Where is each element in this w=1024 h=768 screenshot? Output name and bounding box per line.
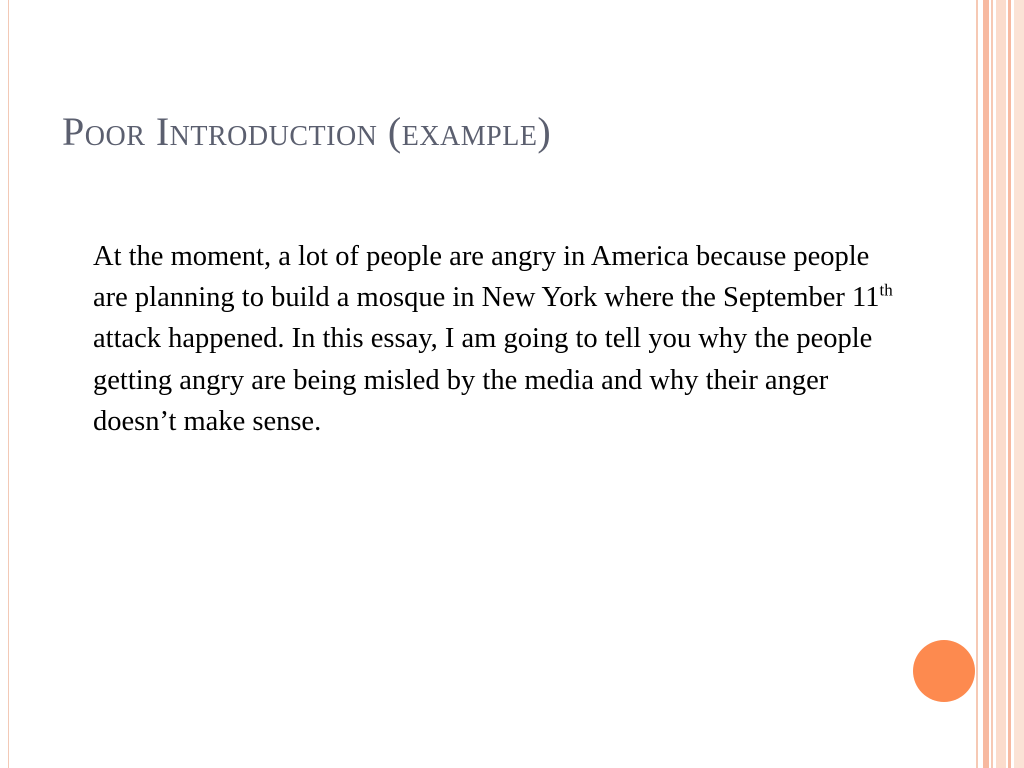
body-text-part-2: attack happened. In this essay, I am going to tell you why the people getting angry are being misled by the media and why their anger doesn’t make sense. bbox=[93, 323, 873, 437]
body-text-part-1: At the moment, a lot of people are angry in America because people are planning to build a mosque in New York where the September 11 bbox=[93, 241, 880, 314]
right-decorative-stripe bbox=[1008, 0, 1011, 768]
left-border-line bbox=[8, 0, 9, 768]
right-decorative-stripe bbox=[996, 0, 1006, 768]
slide-body-text bbox=[93, 236, 893, 442]
right-decorative-stripe bbox=[1014, 0, 1024, 768]
right-decorative-stripe bbox=[991, 0, 993, 768]
ordinal-superscript: th bbox=[879, 280, 893, 300]
decorative-orange-circle bbox=[913, 640, 975, 702]
slide-title: Poor Introduction (example) bbox=[62, 109, 552, 154]
right-decorative-stripe bbox=[976, 0, 978, 768]
right-decorative-stripe bbox=[983, 0, 989, 768]
